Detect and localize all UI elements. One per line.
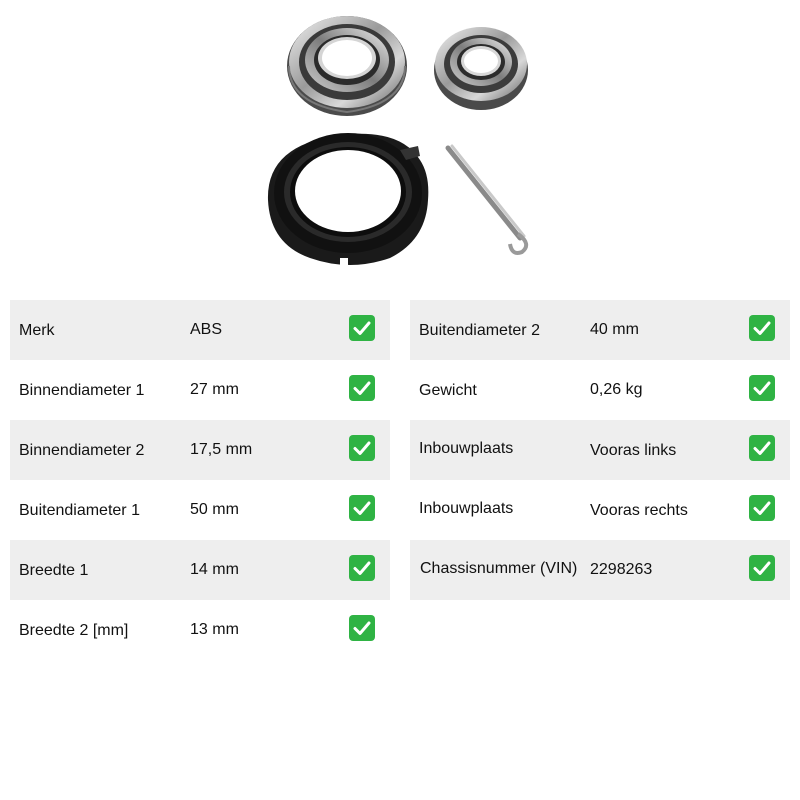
- spec-label: Chassisnummer (VIN): [420, 560, 578, 577]
- check-mark-icon: [749, 375, 775, 401]
- spec-row-gewicht: [410, 360, 790, 420]
- spec-row-buitendiameter-1: [10, 480, 390, 540]
- check-mark-icon: [749, 555, 775, 581]
- check-mark-icon: [349, 435, 375, 461]
- check-mark-icon: [349, 555, 375, 581]
- spec-row-breedte-2: [10, 600, 390, 660]
- spec-label: Gewicht: [419, 382, 477, 399]
- small-bearing: [434, 27, 528, 110]
- spec-row-breedte-1: [10, 540, 390, 600]
- check-mark-icon: [349, 615, 375, 641]
- check-mark-icon: [749, 495, 775, 521]
- spec-row-binnendiameter-1: [10, 360, 390, 420]
- check-mark-icon: [349, 315, 375, 341]
- spec-value: 27 mm: [190, 381, 239, 398]
- spec-row-chassisnummer: [410, 540, 790, 600]
- spec-table-left: [10, 300, 390, 660]
- spec-value: 0,26 kg: [590, 381, 643, 398]
- check-mark-icon: [749, 435, 775, 461]
- check-mark-icon: [749, 315, 775, 341]
- spec-row-buitendiameter-2: [410, 300, 790, 360]
- spec-value: 13 mm: [190, 621, 239, 638]
- spec-label: Inbouwplaats: [419, 440, 514, 457]
- spec-value: 14 mm: [190, 561, 239, 578]
- spec-label: Merk: [19, 322, 55, 339]
- spec-label: Breedte 1: [19, 562, 89, 579]
- spec-value: ABS: [190, 321, 223, 338]
- spec-label: Binnendiameter 1: [19, 382, 145, 399]
- spec-row-inbouwplaats-rechts: [410, 480, 790, 540]
- spec-value: 2298263: [590, 561, 653, 578]
- spec-row-binnendiameter-2: [10, 420, 390, 480]
- spec-label: Breedte 2 [mm]: [19, 622, 129, 639]
- spec-table-right: [410, 300, 790, 600]
- check-mark-icon: [349, 495, 375, 521]
- spec-label: Binnendiameter 2: [19, 442, 145, 459]
- spec-value: Vooras rechts: [590, 502, 688, 519]
- wheel-bearing-kit-image: [240, 0, 560, 280]
- check-mark-icon: [349, 375, 375, 401]
- cotter-pin: [448, 146, 526, 253]
- spec-value: Vooras links: [590, 442, 677, 459]
- oil-seal: [268, 133, 428, 268]
- spec-value: 17,5 mm: [190, 441, 253, 458]
- spec-label: Inbouwplaats: [419, 500, 514, 517]
- spec-label: Buitendiameter 1: [19, 502, 140, 519]
- large-bearing: [287, 16, 407, 116]
- spec-value: 40 mm: [590, 321, 639, 338]
- spec-label: Buitendiameter 2: [419, 322, 540, 339]
- spec-row-merk: [10, 300, 390, 360]
- spec-value: 50 mm: [190, 501, 239, 518]
- spec-row-inbouwplaats-links: [410, 420, 790, 480]
